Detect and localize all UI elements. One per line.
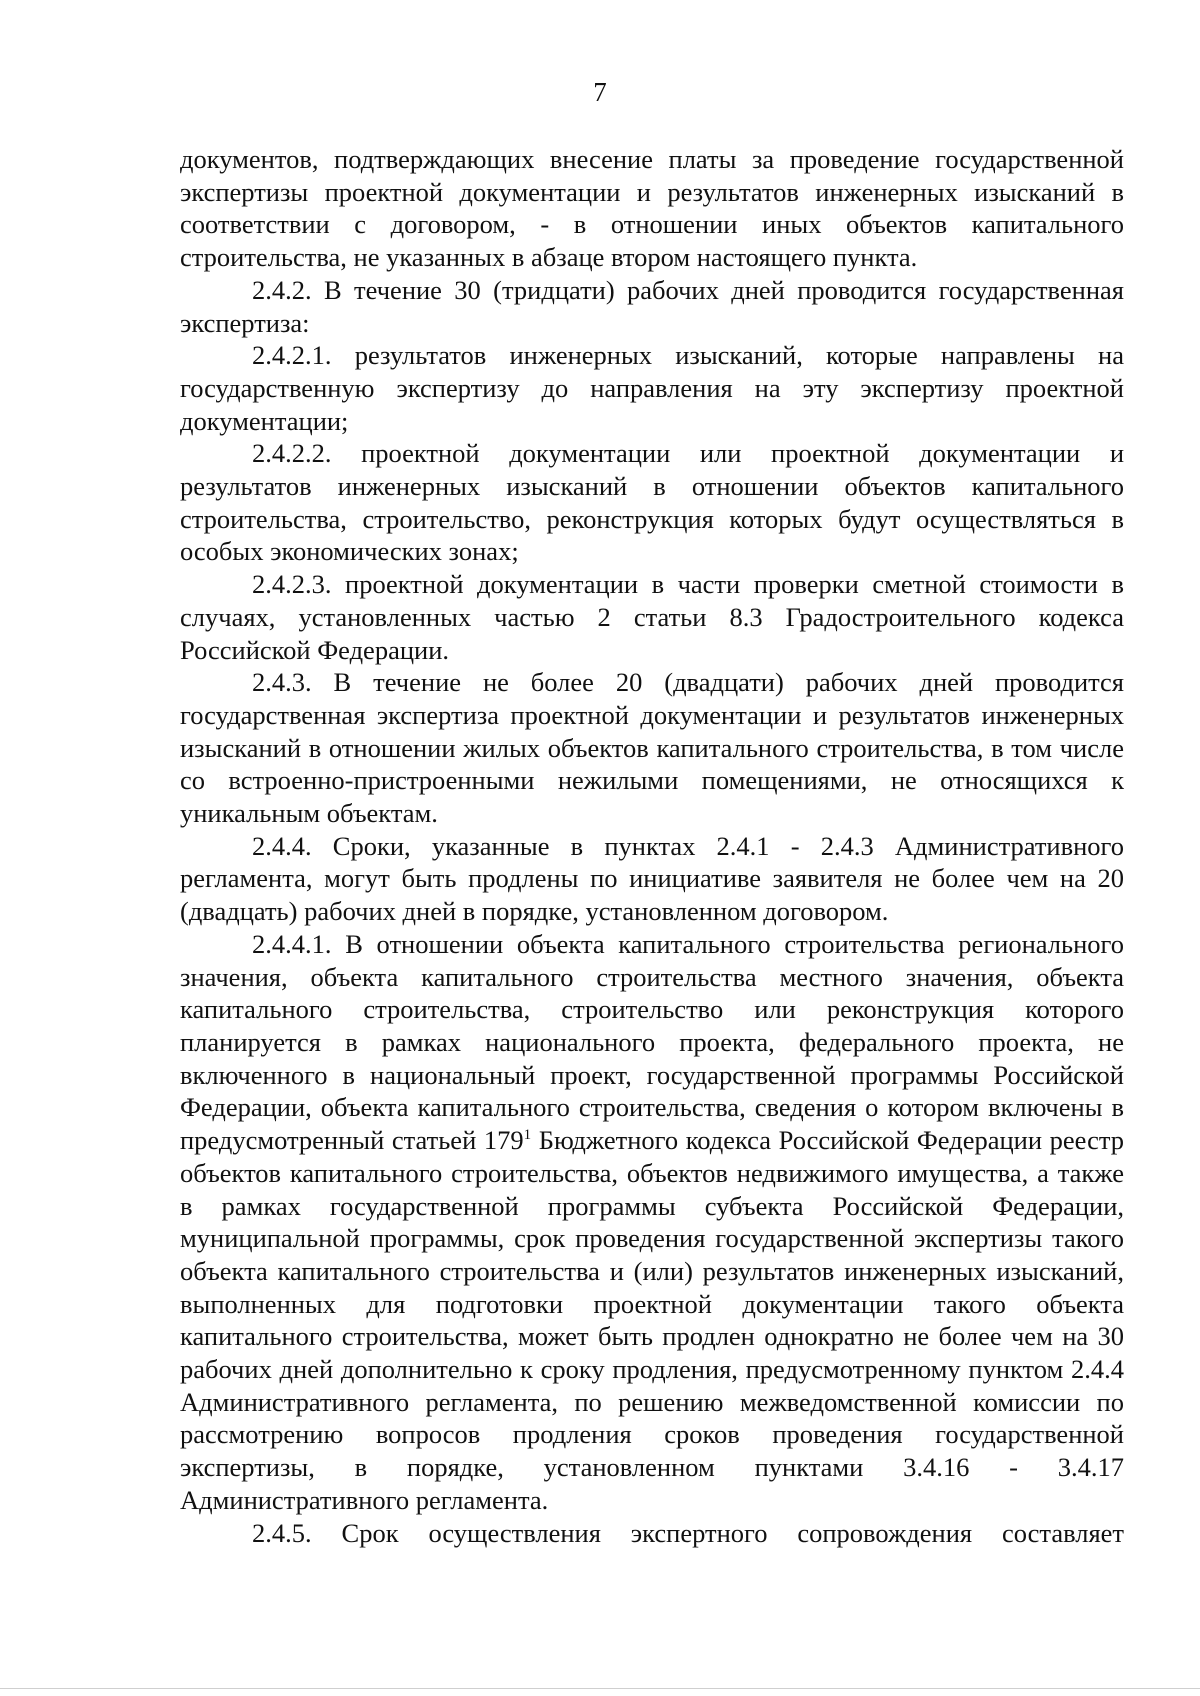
paragraph-2-4-2: 2.4.2. В течение 30 (тридцати) рабочих дней проводится государственная экспертиза: xyxy=(180,274,1124,338)
paragraph-2-4-2-3: 2.4.2.3. проектной документации в части проверки сметной стоимости в случаях, установленных частью 2 статьи 8.3 Градостроительного кодекса Российской Федерации. xyxy=(180,569,1124,665)
paragraph-2-4-4: 2.4.4. Сроки, указанные в пунктах 2.4.1 - 2.4.3 Административного регламента, могут быть продлены по инициативе заявителя не более чем на 20 (двадцать) рабочих дней в порядке, установленном договором. xyxy=(180,830,1124,927)
paragraph-2-4-2-1: 2.4.2.1. результатов инженерных изысканий, которые направлены на государственную экспертизу до направления на эту экспертизу проектной документации; xyxy=(180,340,1124,436)
page-number: 7 xyxy=(593,77,607,107)
paragraph-continuation: документов, подтверждающих внесение платы за проведение государственной экспертизы проектной документации и результатов инженерных изысканий в соответствии с договором, - в отношении иных объектов капитального строительства, не указанных в абзаце втором настоящего пункта. xyxy=(180,144,1124,273)
paragraph-2-4-4-1-text-before: 2.4.4.1. В отношении объекта капитального строительства регионального значения, объекта капитального строительства местного значения, объекта капитального строительства, строительство или реконструкция которого планируется в рамках национального проекта, федерального проекта, не включенного в национальный проект, государственной программы Российской Федерации, объекта капитального строительства, сведения о котором включены в предусмотренный статьей 179 xyxy=(180,928,1124,1156)
paragraph-2-4-4-1-text-after: Бюджетного кодекса Российской Федерации реестр объектов капитального строительства, объектов недвижимого имущества, а также в рамках государственной программы субъекта Российской Федерации, муниципальной программы, срок проведения государственной экспертизы такого объекта капитального строительства и (или) результатов инженерных изысканий, выполненных для подготовки проектной документации такого объекта капитального строительства, может быть продлен однократно не более чем на 30 рабочих дней дополнительно к сроку продления, предусмотренному пунктом 2.4.4 Административного регламента, по решению межведомственной комиссии по рассмотрению вопросов продления сроков проведения государственной экспертизы, в порядке, установленном пунктами 3.4.16 - 3.4.17 Административного регламента. xyxy=(180,1125,1124,1515)
footnote-superscript: 1 xyxy=(523,1127,532,1144)
paragraph-2-4-2-2: 2.4.2.2. проектной документации или проектной документации и результатов инженерных изысканий в отношении объектов капитального строительства, строительство, реконструкция которых будут осуществляться в особых экономических зонах; xyxy=(180,438,1124,567)
paragraph-2-4-3: 2.4.3. В течение не более 20 (двадцати) рабочих дней проводится государственная экспертиза проектной документации и результатов инженерных изысканий в отношении жилых объектов капитального строительства, в том числе со встроенно-пристроенными нежилыми помещениями, не относящихся к уникальным объектам. xyxy=(180,667,1124,829)
paragraph-2-4-4-1 xyxy=(180,928,1124,1517)
paragraph-2-4-5: 2.4.5. Срок осуществления экспертного сопровождения составляет xyxy=(252,1517,1124,1548)
document-body xyxy=(180,143,1124,1549)
scan-bottom-edge xyxy=(0,1688,1200,1689)
